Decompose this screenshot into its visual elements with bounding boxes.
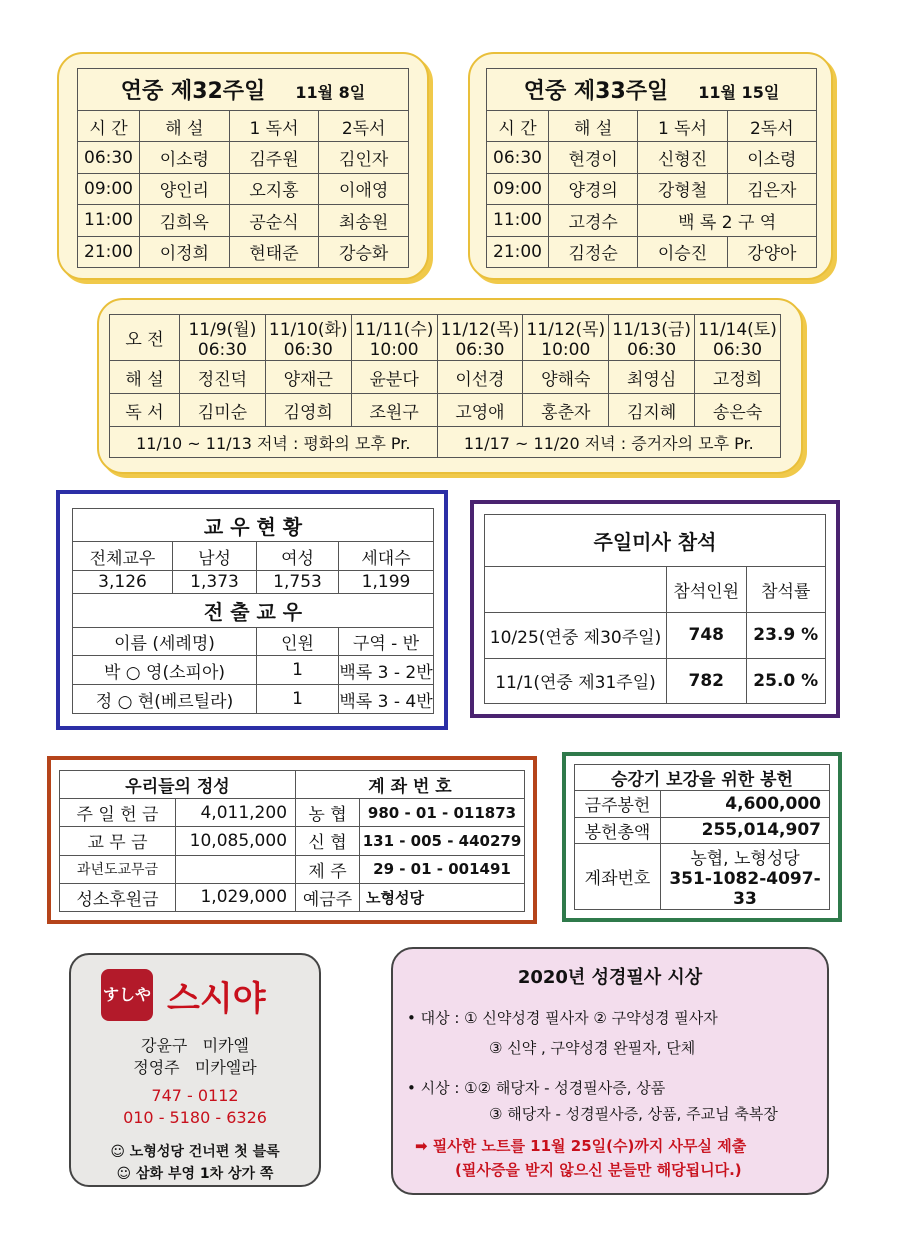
location-2: ☺ 삼화 부영 1차 상가 쪽 xyxy=(116,1166,274,1182)
table-row: 06:30 현경이 신형진 이소령 xyxy=(487,142,817,173)
weekday-notes-row: 11/10 ~ 11/13 저녁 : 평화의 모후 Pr. 11/17 ~ 11/20 저녁 : 증거자의 모후 Pr. xyxy=(110,427,781,458)
table-row: 06:30 이소령 김주원 김인자 xyxy=(78,142,409,173)
award-panel: 2020년 성경필사 시상 • 대상 : ① 신약성경 필사자 ② 구약성경 필사자 ③ 신약 , 구약성경 완필자, 단체 • 시상 : ①② 해당자 - 성경필사증, 상품 ③ 해당자 - 성경필사증, 상품, 주교님 축복장 ➡ 필사한 노트를 11월 25일(수)까지 사무실 제출 (필사증을 받지 않으신 분들만 해당됩니다.) xyxy=(391,947,829,1195)
table-row: 21:00 이정희 현태준 강승화 xyxy=(78,236,409,267)
table-row: 금주봉헌 4,600,000 xyxy=(575,791,830,817)
transfer-title: 전 출 교 우 xyxy=(73,594,434,627)
members-panel xyxy=(56,490,448,730)
table-row: 11:00 김희옥 공순식 최송원 xyxy=(78,205,409,236)
table-row: 09:00 양경의 강형철 김은자 xyxy=(487,173,817,204)
table-row: 11:00 고경수 백 록 2 구 역 xyxy=(487,205,817,236)
table-row: 10/25(연중 제30주일) 748 23.9 % xyxy=(485,613,826,659)
week33-panel xyxy=(468,52,833,280)
table-row: 주 일 헌 금 4,011,200 농 협 980 - 01 - 011873 xyxy=(60,799,525,827)
table-row: 박 ○ 영(소피아) 1 백록 3 - 2반 xyxy=(73,656,434,685)
weekday-table xyxy=(109,314,781,458)
attendance-panel xyxy=(470,500,840,718)
members-title: 교 우 현 황 xyxy=(73,509,434,542)
table-row: 11/1(연중 제31주일) 782 25.0 % xyxy=(485,658,826,704)
members-table: 교 우 현 황 전체교우 남성 여성 세대수 3,126 1,373 1,753 1,199 전 출 교 우 이름 (세례명) 인원 구역 - 반 박 ○ 영(소피아) 1 백록 3 - 2반 정 ○ 현(베르틸라) 1 백록 3 - 4반 xyxy=(72,508,434,714)
sushi-ad xyxy=(69,953,321,1187)
award-title: 2020년 성경필사 시상 xyxy=(517,967,703,988)
week32-panel xyxy=(57,52,429,280)
weekday-panel xyxy=(97,298,803,474)
table-row: 성소후원금 1,029,000 예금주 노형성당 xyxy=(60,883,525,911)
location-1: ☺ 노형성당 건너편 첫 블록 xyxy=(110,1144,280,1160)
elevator-table: 승강기 보강을 위한 봉헌 금주봉헌 4,600,000 봉헌총액 255,014,907 계좌번호 농협, 노형성당 351-1082-4097-33 xyxy=(574,764,830,910)
weekday-read-row: 독 서 김미순 김영희 조원구 고영애 홍춘자 김지혜 송은숙 xyxy=(110,394,781,427)
week32-title: 연중 제32주일 11월 8일 xyxy=(78,69,409,111)
phone-2: 010 - 5180 - 6326 xyxy=(123,1108,267,1127)
attendance-table: 주일미사 참석 참석인원 참석률 10/25(연중 제30주일) 748 23.9 % 11/1(연중 제31주일) 782 25.0 % xyxy=(484,514,826,704)
table-row: 봉헌총액 255,014,907 xyxy=(575,817,830,843)
offering-panel xyxy=(47,756,537,924)
week33-table: 연중 제33주일 11월 15일 시 간 해 설 1 독서 2독서 06:30 현경이 신형진 이소령 09:00 양경의 강형철 김은자 11:00 고경수 백 록 2 구 역 21:00 김정순 이승진 강양아 xyxy=(486,68,817,268)
table-row: 21:00 김정순 이승진 강양아 xyxy=(487,236,817,267)
table-row: 과년도교무금 제 주 29 - 01 - 001491 xyxy=(60,855,525,883)
table-row: 교 무 금 10,085,000 신 협 131 - 005 - 440279 xyxy=(60,827,525,855)
attendance-title: 주일미사 참석 xyxy=(485,515,826,567)
weekday-narr-row: 해 설 정진덕 양재근 윤분다 이선경 양해숙 최영심 고정희 xyxy=(110,361,781,394)
week33-title: 연중 제33주일 11월 15일 xyxy=(487,69,817,111)
offering-table: 우리들의 정성 계 좌 번 호 주 일 헌 금 4,011,200 농 협 980 - 01 - 011873 교 무 금 10,085,000 신 협 131 - 005 - 440279 과년도교무금 제 주 29 - 01 - 001491 성소후원금 1,029,000 예금주 노형성당 xyxy=(59,770,525,912)
owner-2: 정영주 미카엘라 xyxy=(133,1058,257,1077)
phone-1: 747 - 0112 xyxy=(151,1086,239,1105)
sushi-logo: すしや xyxy=(101,969,153,1021)
elevator-panel xyxy=(562,752,842,922)
award-deadline: ➡ 필사한 노트를 11월 25일(수)까지 사무실 제출 xyxy=(415,1137,747,1155)
week32-table: 연중 제32주일 11월 8일 시 간 해 설 1 독서 2독서 06:30 이소령 김주원 김인자 09:00 양인리 오지홍 이애영 11:00 김희옥 공순식 최송원 21:00 이정희 현태준 강승화 xyxy=(77,68,409,268)
sushi-name: 스시야 xyxy=(167,979,266,1019)
award-note: (필사증을 받지 않으신 분들만 해당됩니다.) xyxy=(455,1161,742,1179)
weekday-dates-row: 오 전 11/9(월) 06:30 11/10(화) 06:30 11/11(수) 10:00 11/12(목) 06:30 11/12(목) 10:00 11/13(금) 06:30 11/14(토) 06:30 xyxy=(110,315,781,361)
table-row: 09:00 양인리 오지홍 이애영 xyxy=(78,173,409,204)
table-row: 정 ○ 현(베르틸라) 1 백록 3 - 4반 xyxy=(73,685,434,714)
owner-1: 강윤구 미카엘 xyxy=(141,1036,249,1055)
